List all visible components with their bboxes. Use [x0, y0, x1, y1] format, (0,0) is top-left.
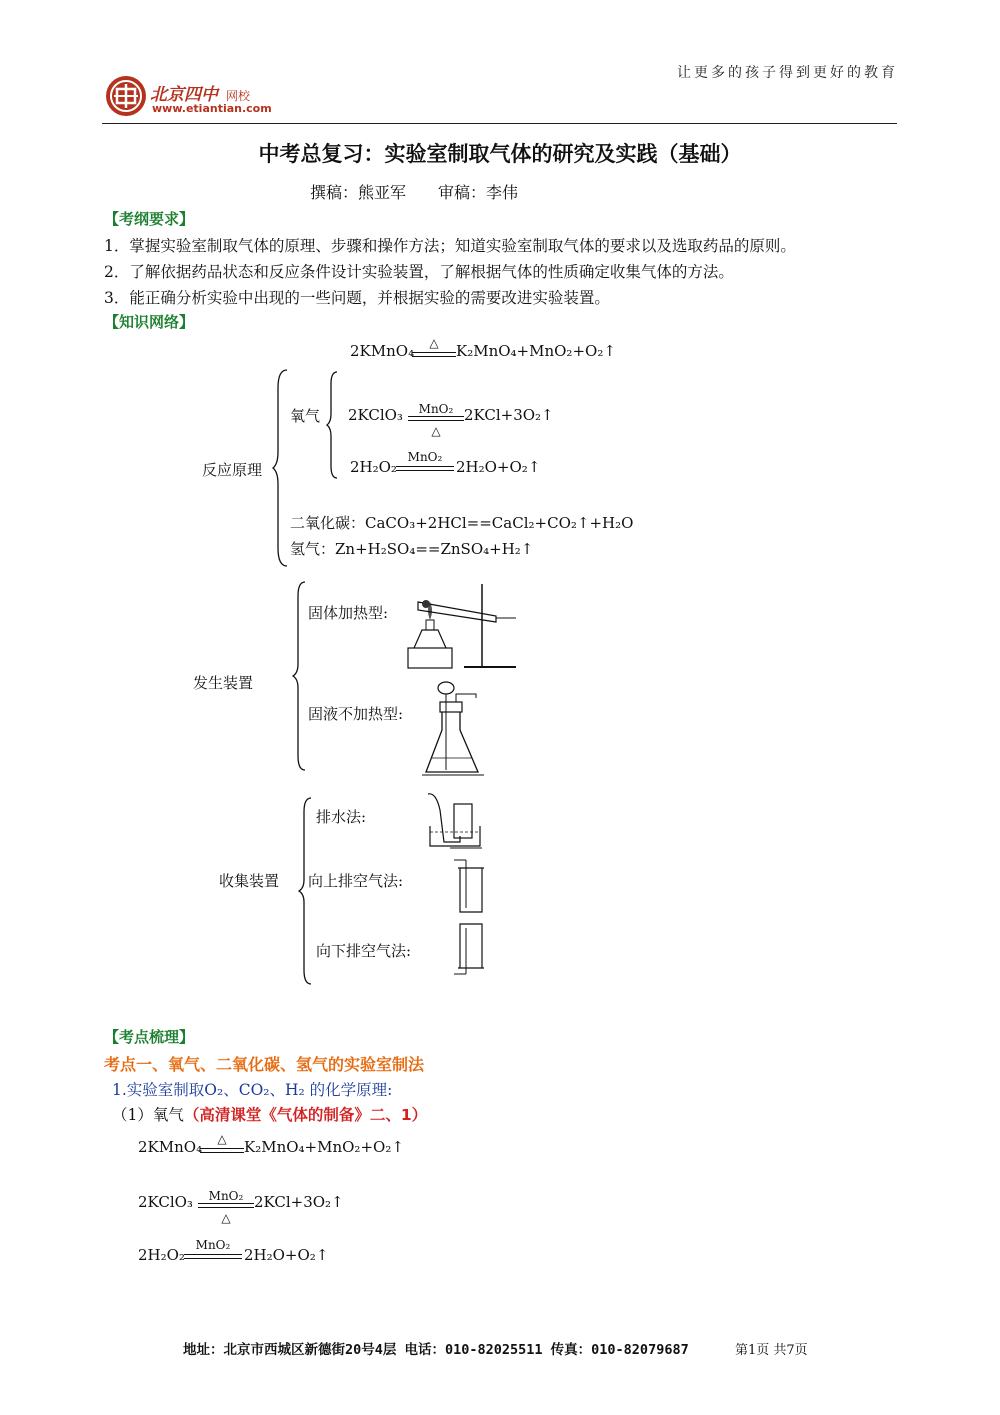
eq-kmno4-left: 2KMnO₄	[350, 342, 415, 360]
catalyst-condition: MnO₂	[407, 450, 443, 464]
requirement-item: 2．了解依据药品状态和反应条件设计实验装置，了解根据气体的性质确定收集气体的方法。	[104, 263, 734, 281]
reaction-arrow	[412, 352, 456, 357]
catalyst-condition: MnO₂	[195, 1238, 231, 1252]
brace-collect	[298, 796, 314, 986]
logo-url: www.etiantian.com	[152, 102, 272, 115]
reaction-arrow	[408, 416, 464, 421]
generator-label: 发生装置	[193, 674, 254, 692]
sub-heading-principles: 1.实验室制取O₂、CO₂、H₂ 的化学原理:	[112, 1081, 393, 1099]
oxygen-prefix: （1）氧气	[112, 1106, 184, 1124]
eq-h2o2-right: 2H₂O+O₂↑	[244, 1246, 329, 1264]
course-reference: （高清课堂《气体的制备》二、1）	[183, 1106, 428, 1124]
catalyst-condition: MnO₂	[418, 402, 454, 416]
point-one-heading: 考点一、氧气、二氧化碳、氢气的实验室制法	[104, 1055, 425, 1074]
reaction-arrow	[198, 1203, 254, 1208]
section-heading-requirements: 【考纲要求】	[104, 210, 195, 228]
eq-kmno4-right: K₂MnO₄+MnO₂+O₂↑	[244, 1138, 404, 1156]
heat-condition: △	[431, 424, 441, 438]
flask-apparatus-icon	[420, 680, 490, 780]
down-air-method-label: 向下排空气法:	[316, 942, 412, 960]
up-air-method-label: 向上排空气法:	[308, 872, 404, 890]
header-divider	[102, 123, 897, 124]
requirement-item: 1．掌握实验室制取气体的原理、步骤和操作方法；知道实验室制取气体的要求以及选取药品的原则。	[104, 237, 796, 255]
oxygen-label: 氧气	[290, 407, 321, 425]
doc-title: 中考总复习：实验室制取气体的研究及实践（基础）	[258, 142, 742, 166]
collect-label: 收集装置	[219, 872, 280, 890]
footer-address: 地址：北京市西城区新德街20号4层 电话：010-82025511 传真：010-82079687	[183, 1342, 689, 1358]
h2-reaction: 氢气：Zn+H₂SO₄==ZnSO₄+H₂↑	[290, 540, 534, 558]
heat-condition: △	[429, 336, 439, 350]
footer-page-number: 第1页 共7页	[735, 1343, 808, 1358]
requirement-item: 3．能正确分析实验中出现的一些问题，并根据实验的需要改进实验装置。	[104, 289, 610, 307]
eq-kclo3-left: 2KClO₃	[138, 1193, 193, 1211]
downward-air-collection-icon	[452, 918, 492, 978]
eq-kmno4-right: K₂MnO₄+MnO₂+O₂↑	[456, 342, 616, 360]
eq-kclo3-right: 2KCl+3O₂↑	[254, 1193, 344, 1211]
brace-generator	[292, 580, 308, 772]
eq-kclo3-right: 2KCl+3O₂↑	[464, 406, 554, 424]
reaction-arrow	[184, 1254, 242, 1259]
doc-authors: 撰稿：熊亚军 审稿：李伟	[310, 183, 519, 202]
water-method-label: 排水法:	[316, 808, 367, 826]
co2-reaction: 二氧化碳：CaCO₃+2HCl==CaCl₂+CO₂↑+H₂O	[290, 514, 634, 532]
logo-name: 北京四中	[150, 85, 218, 105]
catalyst-condition: MnO₂	[208, 1189, 244, 1203]
header-slogan: 让更多的孩子得到更好的教育	[677, 65, 898, 81]
water-collection-icon	[424, 790, 484, 850]
brace-oxygen	[326, 370, 340, 480]
solid-heat-label: 固体加热型:	[308, 604, 389, 622]
reaction-principle-label: 反应原理	[202, 461, 263, 479]
eq-kclo3-left: 2KClO₃	[348, 406, 403, 424]
solid-liquid-label: 固液不加热型:	[308, 705, 404, 723]
solid-heating-apparatus-icon	[404, 580, 524, 670]
section-heading-network: 【知识网络】	[104, 313, 195, 331]
school-logo-icon	[104, 74, 148, 118]
heat-condition: △	[221, 1211, 231, 1225]
upward-air-collection-icon	[452, 858, 492, 918]
oxygen-subheading	[112, 1103, 427, 1125]
reaction-arrow	[200, 1148, 244, 1153]
logo-sub: 网校	[226, 89, 251, 103]
eq-h2o2-right: 2H₂O+O₂↑	[456, 458, 541, 476]
eq-kmno4-left: 2KMnO₄	[138, 1138, 203, 1156]
heat-condition: △	[217, 1132, 227, 1146]
reaction-arrow	[396, 466, 454, 471]
section-heading-points: 【考点梳理】	[104, 1028, 195, 1046]
eq-h2o2-left: 2H₂O₂	[350, 458, 397, 476]
brace-reaction	[272, 368, 292, 568]
eq-h2o2-left: 2H₂O₂	[138, 1246, 185, 1264]
